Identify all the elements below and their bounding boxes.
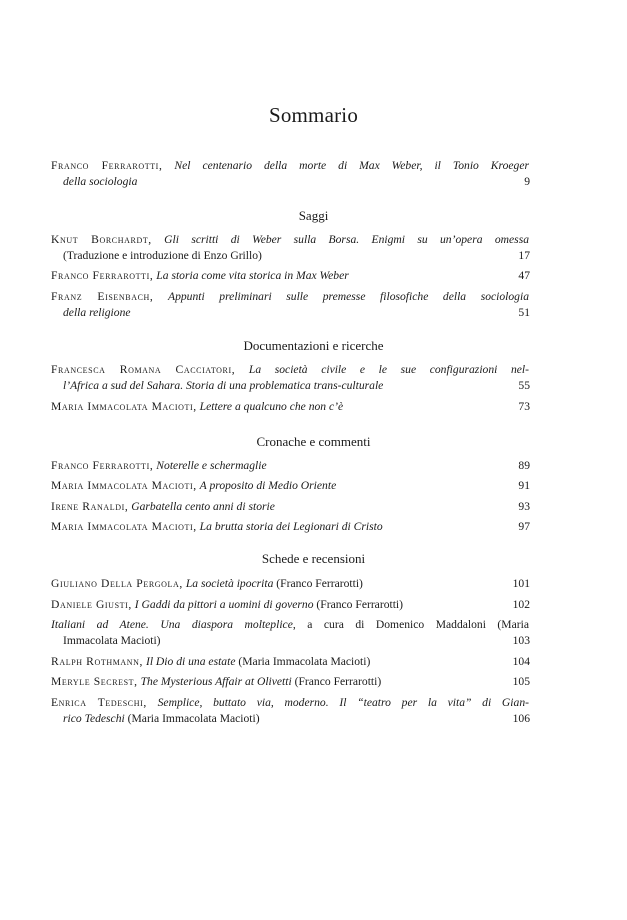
page-number: 102 — [512, 598, 530, 611]
entry-title: The Mysterious Affair at Olivetti — [140, 675, 292, 688]
toc-entry[interactable] — [51, 695, 529, 727]
entry-line — [51, 305, 529, 321]
entry-note: (Franco Ferrarotti) — [313, 598, 404, 611]
entry-title: Nel centenario della morte di Max Weber, il Tonio Kroeger — [174, 159, 530, 172]
entry-author: Daniele Giusti, — [51, 598, 132, 611]
entry-title: Garbatella cento anni di storie — [131, 500, 275, 513]
entry-title: La brutta storia dei Legionari di Cristo — [199, 520, 383, 533]
page-number: 103 — [512, 634, 530, 647]
section-heading: Documentazioni e ricerche — [243, 338, 384, 353]
page-number: 55 — [518, 379, 530, 392]
page-number: 106 — [512, 712, 530, 725]
entry-note: , a cura di Domenico Maddaloni (Maria — [292, 618, 529, 631]
entry-author: Franz Eisenbach, — [51, 290, 154, 303]
entry-line — [51, 158, 529, 174]
entry-title: l’Africa a sud del Sahara. Storia di una problematica trans-culturale — [63, 379, 384, 392]
page-number: 101 — [512, 577, 530, 590]
page-number: 47 — [518, 269, 530, 282]
entry-title: La storia come vita storica in Max Weber — [156, 269, 349, 282]
entry-line — [51, 362, 529, 378]
entry-title: Il Dio di una estate — [145, 655, 236, 668]
entry-line — [51, 695, 529, 711]
entry-author: Maria Immacolata Macioti, — [51, 479, 197, 492]
toc-entry[interactable] — [51, 232, 529, 264]
entry-title: Gli scritti di Weber sulla Borsa. Enigmi su un’opera omessa — [164, 233, 529, 246]
entry-line — [51, 711, 529, 727]
toc-entry[interactable] — [51, 499, 529, 515]
page-number: 91 — [518, 479, 530, 492]
page-number: 73 — [518, 400, 530, 413]
toc-entry[interactable] — [51, 519, 529, 535]
entry-line — [51, 232, 529, 248]
entry-title: I Gaddi da pittori a uomini di governo — [134, 598, 314, 611]
toc-entry[interactable] — [51, 478, 529, 494]
entry-line — [51, 478, 529, 494]
entry-title: Italiani ad Atene. Una diaspora molteplice — [51, 618, 293, 631]
entry-title: Noterelle e schermaglie — [156, 459, 267, 472]
entry-note: (Maria Immacolata Macioti) — [124, 712, 260, 725]
entry-line — [51, 458, 529, 474]
entry-title: della religione — [63, 306, 131, 319]
page-number: 51 — [518, 306, 530, 319]
entry-line — [51, 174, 529, 190]
entry-line — [51, 499, 529, 515]
section-heading: Cronache e commenti — [256, 434, 371, 449]
section-heading: Schede e recensioni — [261, 551, 366, 566]
entry-author: Ralph Rothmann, — [51, 655, 144, 668]
entry-line — [51, 597, 529, 613]
page-number: 89 — [518, 459, 530, 472]
entry-title: Lettere a qualcuno che non c’è — [199, 400, 344, 413]
entry-author: Meryle Secrest, — [51, 675, 138, 688]
entry-title: Semplice, buttato via, moderno. Il “teatro per la vita” di Gian- — [157, 696, 529, 709]
entry-author: Maria Immacolata Macioti, — [51, 400, 197, 413]
entry-title: della sociologia — [63, 175, 138, 188]
toc-entry[interactable] — [51, 268, 529, 284]
entry-note: (Traduzione e introduzione di Enzo Grillo) — [63, 249, 262, 262]
toc-entry[interactable] — [51, 654, 529, 670]
entry-note: Immacolata Macioti) — [63, 634, 161, 647]
section-heading: Saggi — [298, 208, 329, 223]
entry-title: A proposito di Medio Oriente — [199, 479, 337, 492]
entry-author: Francesca Romana Cacciatori, — [51, 363, 236, 376]
entry-note: (Franco Ferrarotti) — [291, 675, 382, 688]
toc-entry[interactable] — [51, 617, 529, 649]
toc-entry[interactable] — [51, 597, 529, 613]
entry-author: Franco Ferrarotti, — [51, 459, 154, 472]
page-number: 93 — [518, 500, 530, 513]
toc-entry[interactable] — [51, 362, 529, 394]
page-number: 104 — [512, 655, 530, 668]
page-number: 17 — [518, 249, 530, 262]
entry-line — [51, 519, 529, 535]
entry-author: Enrica Tedeschi, — [51, 696, 147, 709]
entry-title: La società civile e le sue configurazioni nel- — [248, 363, 529, 376]
page-number: 9 — [524, 175, 530, 188]
page-number: 105 — [512, 675, 530, 688]
toc-entry[interactable] — [51, 158, 529, 190]
page-title: Sommario — [268, 103, 359, 127]
toc-entry[interactable] — [51, 674, 529, 690]
entry-line — [51, 674, 529, 690]
entry-title: La società ipocrita — [185, 577, 274, 590]
toc-entry[interactable] — [51, 576, 529, 592]
entry-line — [51, 378, 529, 394]
entry-line — [51, 576, 529, 592]
entry-note: (Maria Immacolata Macioti) — [235, 655, 371, 668]
entry-author: Giuliano Della Pergola, — [51, 577, 183, 590]
entry-title: rico Tedeschi — [63, 712, 125, 725]
entry-author: Knut Borchardt, — [51, 233, 152, 246]
page-number: 97 — [518, 520, 530, 533]
entry-note: (Franco Ferrarotti) — [273, 577, 363, 590]
entry-line — [51, 268, 529, 284]
entry-line — [51, 289, 529, 305]
toc-entry[interactable] — [51, 458, 529, 474]
toc-entry[interactable] — [51, 289, 529, 321]
entry-line — [51, 633, 529, 649]
entry-title: Appunti preliminari sulle premesse filosofiche della sociologia — [168, 290, 529, 303]
entry-line — [51, 399, 529, 415]
entry-author: Maria Immacolata Macioti, — [51, 520, 197, 533]
entry-line — [51, 654, 529, 670]
toc-entry[interactable] — [51, 399, 529, 415]
entry-line — [51, 248, 529, 264]
entry-line — [51, 617, 529, 633]
entry-author: Franco Ferrarotti, — [51, 159, 163, 172]
entry-author: Irene Ranaldi, — [51, 500, 129, 513]
entry-author: Franco Ferrarotti, — [51, 269, 154, 282]
